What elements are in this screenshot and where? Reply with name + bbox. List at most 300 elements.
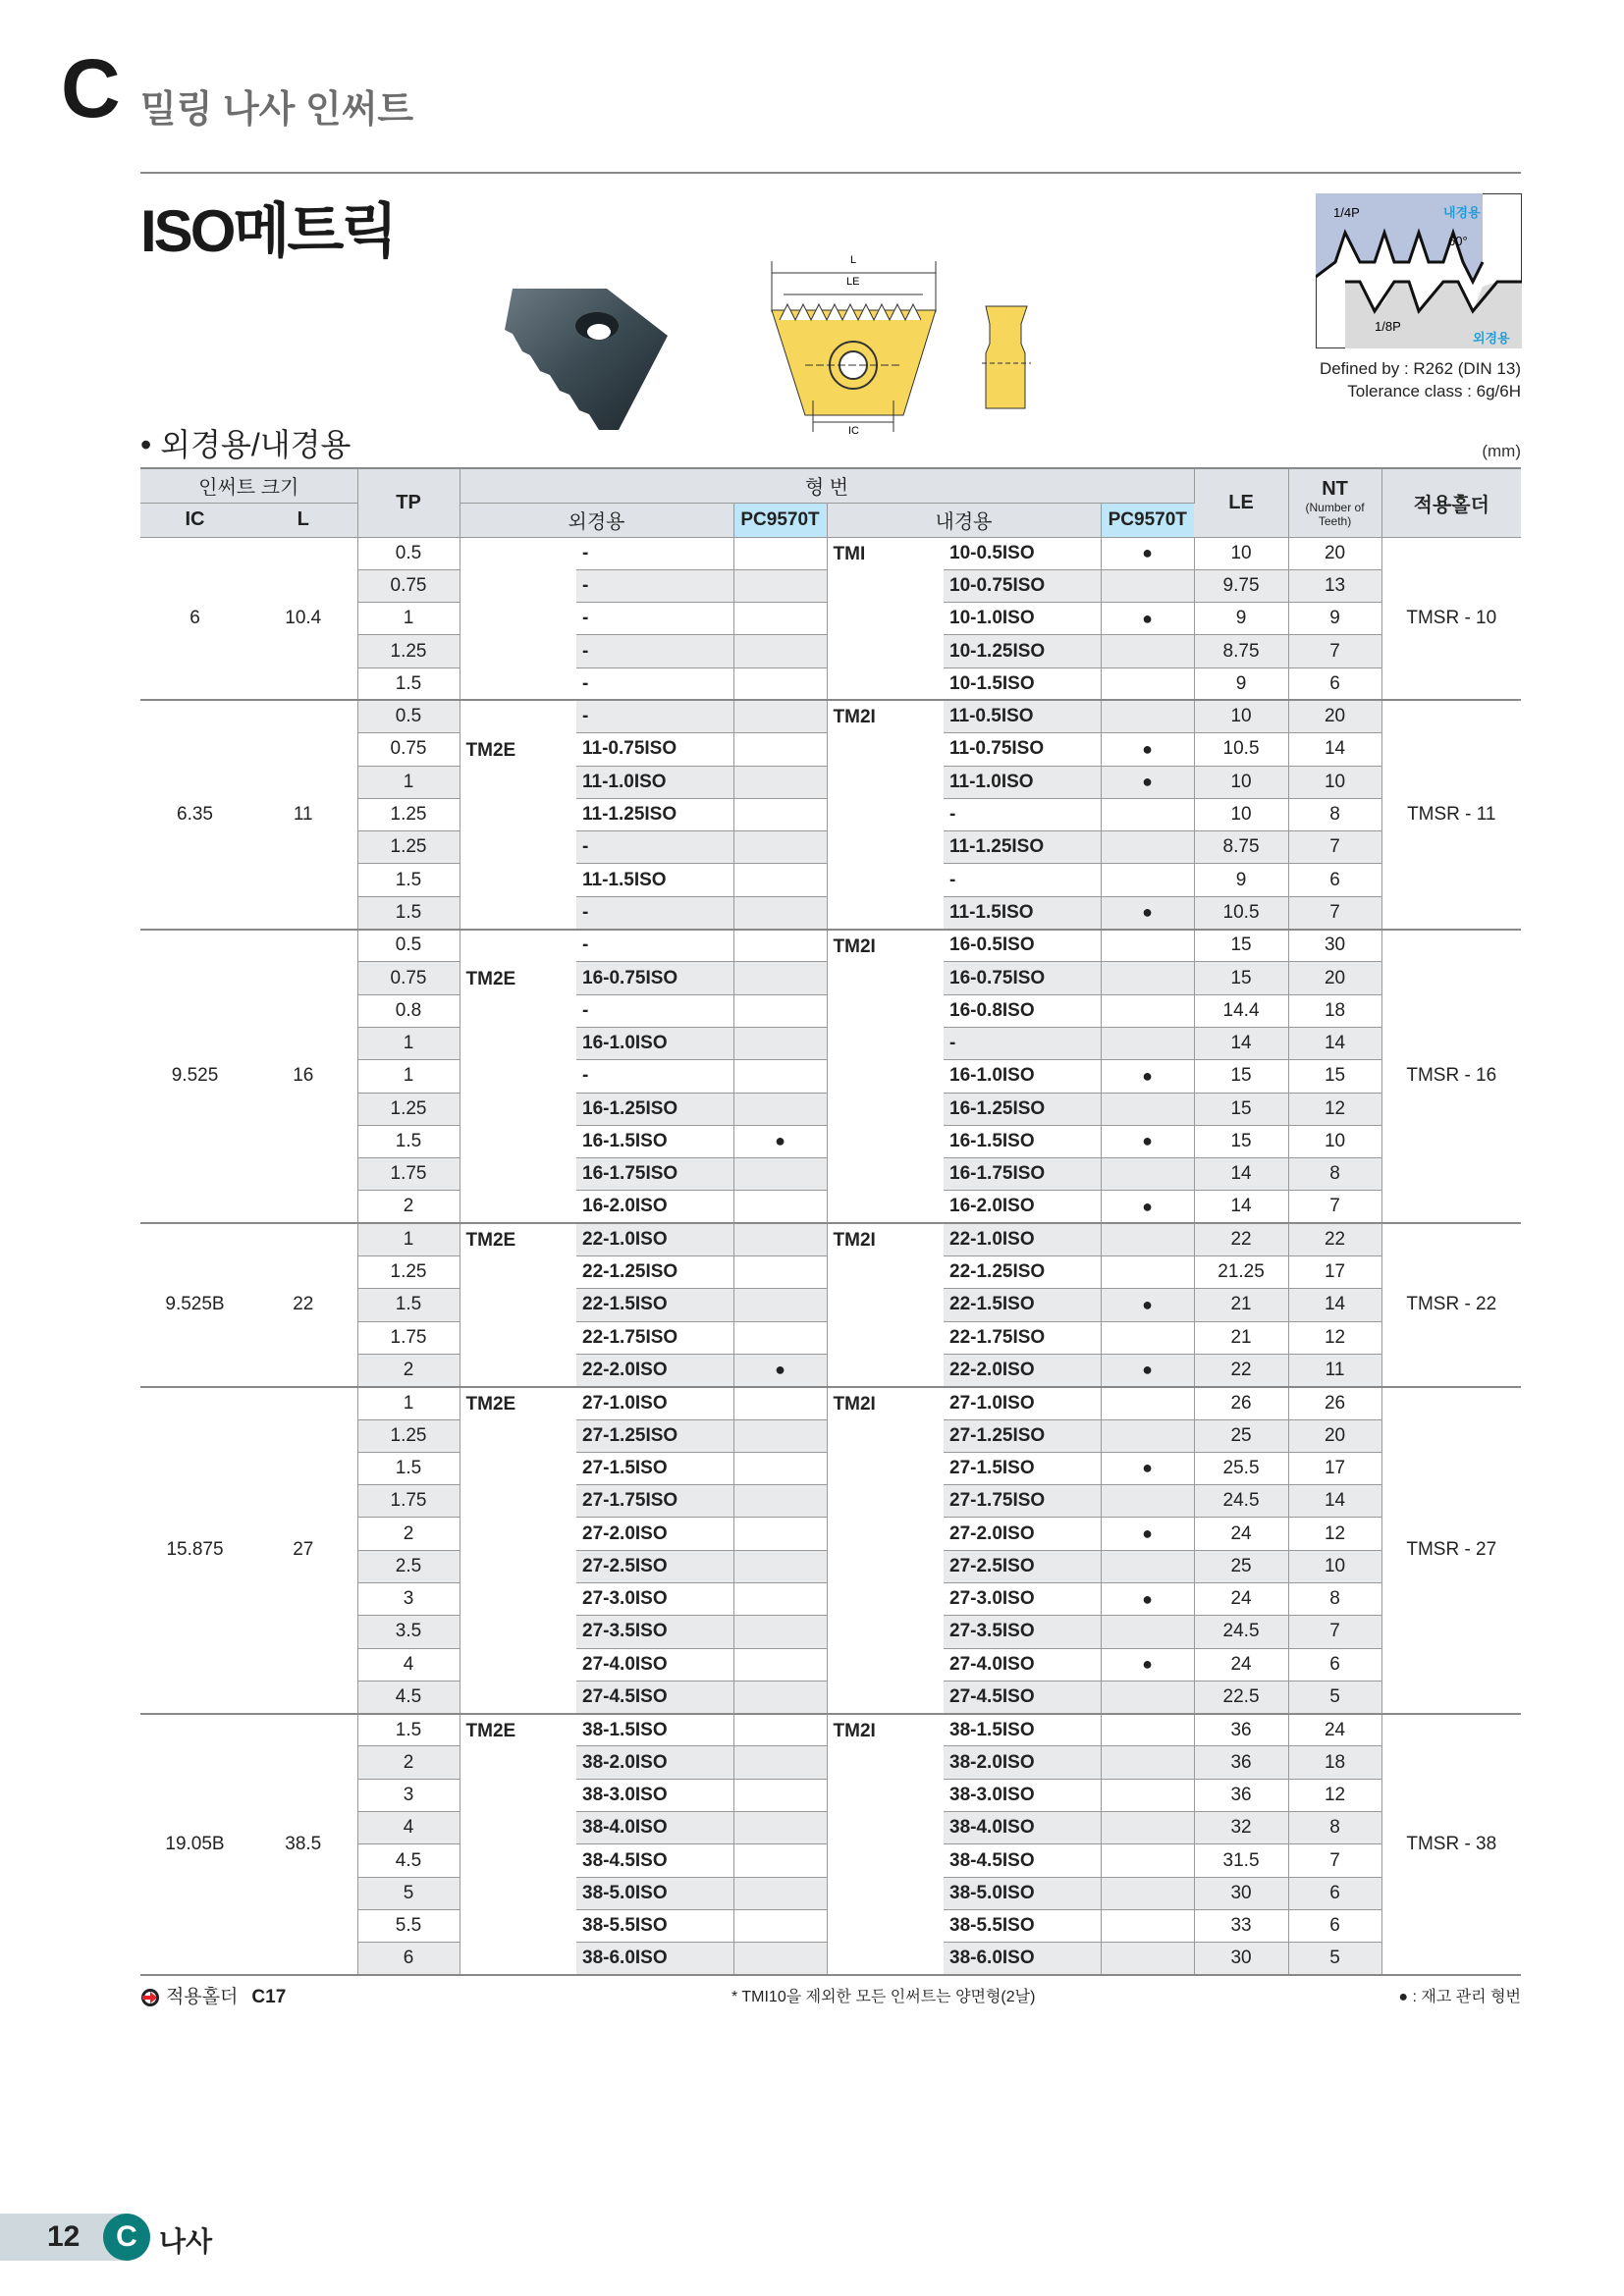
internal-part-no: 27-1.0ISO bbox=[944, 1387, 1101, 1419]
tp-value: 1.5 bbox=[357, 667, 460, 700]
internal-part-no: 11-1.0ISO bbox=[944, 766, 1101, 798]
internal-stock: ● bbox=[1101, 603, 1194, 635]
internal-part-no: 27-2.5ISO bbox=[944, 1550, 1101, 1582]
tp-value: 1 bbox=[357, 1387, 460, 1419]
holder-model: TMSR - 27 bbox=[1381, 1387, 1521, 1714]
internal-series: TM2I bbox=[827, 1387, 944, 1714]
external-part-no: 11-0.75ISO bbox=[576, 733, 733, 766]
external-stock bbox=[733, 700, 827, 732]
nt-value: 6 bbox=[1288, 1648, 1381, 1681]
nt-value: 12 bbox=[1288, 1779, 1381, 1811]
tp-value: 4.5 bbox=[357, 1844, 460, 1877]
external-stock bbox=[733, 1191, 827, 1223]
tp-value: 1.5 bbox=[357, 1125, 460, 1157]
nt-value: 18 bbox=[1288, 1746, 1381, 1779]
internal-part-no: 16-0.75ISO bbox=[944, 962, 1101, 994]
header-l: L bbox=[249, 503, 357, 537]
nt-value: 6 bbox=[1288, 667, 1381, 700]
nt-value: 24 bbox=[1288, 1714, 1381, 1746]
internal-stock bbox=[1101, 667, 1194, 700]
internal-stock: ● bbox=[1101, 733, 1194, 766]
le-value: 22 bbox=[1194, 1354, 1288, 1386]
external-part-no: 27-2.5ISO bbox=[576, 1550, 733, 1582]
internal-series: TMI bbox=[827, 537, 944, 700]
tp-value: 0.75 bbox=[357, 733, 460, 766]
le-value: 15 bbox=[1194, 930, 1288, 962]
nt-value: 6 bbox=[1288, 1877, 1381, 1909]
internal-part-no: 27-4.0ISO bbox=[944, 1648, 1101, 1681]
external-stock bbox=[733, 1060, 827, 1093]
external-part-no: 38-4.0ISO bbox=[576, 1812, 733, 1844]
external-part-no: - bbox=[576, 994, 733, 1027]
nt-value: 6 bbox=[1288, 1909, 1381, 1942]
table-row bbox=[140, 1714, 1521, 1746]
external-part-no: 22-1.5ISO bbox=[576, 1289, 733, 1321]
internal-stock: ● bbox=[1101, 1354, 1194, 1386]
page-number: 12 bbox=[47, 2220, 81, 2253]
le-value: 24 bbox=[1194, 1518, 1288, 1550]
insert-ic: 19.05B bbox=[140, 1714, 249, 1975]
table-row bbox=[140, 930, 1521, 962]
defined-by: Defined by : R262 (DIN 13) bbox=[1319, 359, 1521, 378]
holder-model: TMSR - 38 bbox=[1381, 1714, 1521, 1975]
eighth-pitch-label: 1/8P bbox=[1375, 319, 1401, 334]
internal-part-no: 10-1.25ISO bbox=[944, 635, 1101, 667]
external-stock bbox=[733, 962, 827, 994]
nt-value: 14 bbox=[1288, 1485, 1381, 1518]
internal-part-no: 16-0.8ISO bbox=[944, 994, 1101, 1027]
internal-stock bbox=[1101, 864, 1194, 896]
le-value: 33 bbox=[1194, 1909, 1288, 1942]
insert-ic: 9.525B bbox=[140, 1223, 249, 1386]
internal-stock bbox=[1101, 1093, 1194, 1125]
external-part-no: 11-1.0ISO bbox=[576, 766, 733, 798]
le-value: 8.75 bbox=[1194, 635, 1288, 667]
internal-part-no: 27-4.5ISO bbox=[944, 1681, 1101, 1713]
tp-value: 0.75 bbox=[357, 569, 460, 602]
section-name: 나사 bbox=[159, 2226, 213, 2257]
nt-value: 20 bbox=[1288, 700, 1381, 732]
header-ic: IC bbox=[140, 503, 249, 537]
external-stock bbox=[733, 1485, 827, 1518]
nt-value: 12 bbox=[1288, 1321, 1381, 1354]
external-part-no: - bbox=[576, 930, 733, 962]
external-stock bbox=[733, 569, 827, 602]
internal-stock: ● bbox=[1101, 766, 1194, 798]
holder-reference-page: C17 bbox=[251, 1987, 287, 2007]
external-part-no: 22-2.0ISO bbox=[576, 1354, 733, 1386]
le-value: 24 bbox=[1194, 1648, 1288, 1681]
external-part-no: 27-2.0ISO bbox=[576, 1518, 733, 1550]
insert-ic: 15.875 bbox=[140, 1387, 249, 1714]
le-value: 24.5 bbox=[1194, 1616, 1288, 1648]
external-part-no: - bbox=[576, 831, 733, 864]
tp-value: 0.5 bbox=[357, 930, 460, 962]
insert-l: 22 bbox=[249, 1223, 357, 1386]
nt-value: 7 bbox=[1288, 1616, 1381, 1648]
external-part-no: 16-1.75ISO bbox=[576, 1158, 733, 1191]
external-part-no: 38-3.0ISO bbox=[576, 1779, 733, 1811]
le-value: 21.25 bbox=[1194, 1256, 1288, 1289]
tp-value: 6 bbox=[357, 1943, 460, 1975]
external-series: TM2E bbox=[460, 930, 576, 1224]
external-part-no: 38-2.0ISO bbox=[576, 1746, 733, 1779]
external-stock bbox=[733, 1256, 827, 1289]
tp-value: 1.25 bbox=[357, 1419, 460, 1452]
tp-value: 1.25 bbox=[357, 798, 460, 830]
tp-value: 1 bbox=[357, 1223, 460, 1255]
tp-value: 0.5 bbox=[357, 537, 460, 569]
nt-value: 9 bbox=[1288, 603, 1381, 635]
header-insert-size: 인써트 크기 bbox=[140, 468, 357, 503]
internal-stock bbox=[1101, 1550, 1194, 1582]
external-stock bbox=[733, 1452, 827, 1484]
le-value: 14.4 bbox=[1194, 994, 1288, 1027]
internal-stock: ● bbox=[1101, 1518, 1194, 1550]
tp-value: 1 bbox=[357, 766, 460, 798]
holder-reference[interactable] bbox=[140, 1986, 286, 2009]
nt-value: 14 bbox=[1288, 1027, 1381, 1059]
internal-part-no: 27-3.0ISO bbox=[944, 1583, 1101, 1616]
tp-value: 3 bbox=[357, 1583, 460, 1616]
tp-value: 2 bbox=[357, 1354, 460, 1386]
le-value: 21 bbox=[1194, 1321, 1288, 1354]
insert-side-view bbox=[982, 304, 1031, 410]
le-value: 10 bbox=[1194, 766, 1288, 798]
internal-series: TM2I bbox=[827, 700, 944, 929]
table-row bbox=[140, 1223, 1521, 1255]
internal-stock bbox=[1101, 831, 1194, 864]
external-part-no: 38-4.5ISO bbox=[576, 1844, 733, 1877]
section-badge: C bbox=[103, 2214, 150, 2261]
insert-spec-table bbox=[140, 467, 1521, 1976]
internal-stock bbox=[1101, 635, 1194, 667]
nt-value: 8 bbox=[1288, 1812, 1381, 1844]
internal-stock bbox=[1101, 1223, 1194, 1255]
internal-stock bbox=[1101, 994, 1194, 1027]
standard-info bbox=[1320, 357, 1521, 402]
nt-value: 14 bbox=[1288, 1289, 1381, 1321]
external-stock bbox=[733, 1909, 827, 1942]
internal-part-no: 38-6.0ISO bbox=[944, 1943, 1101, 1975]
tp-value: 1.5 bbox=[357, 1452, 460, 1484]
external-stock bbox=[733, 1387, 827, 1419]
internal-part-no: 27-1.5ISO bbox=[944, 1452, 1101, 1484]
le-value: 24 bbox=[1194, 1583, 1288, 1616]
internal-stock bbox=[1101, 700, 1194, 732]
arrow-circle-icon bbox=[140, 1988, 160, 2007]
le-value: 36 bbox=[1194, 1714, 1288, 1746]
tp-value: 1 bbox=[357, 603, 460, 635]
header-divider bbox=[140, 172, 1521, 174]
external-stock bbox=[733, 994, 827, 1027]
insert-ic: 6 bbox=[140, 537, 249, 700]
unit-label: (mm) bbox=[1482, 442, 1521, 460]
internal-part-no: - bbox=[944, 1027, 1101, 1059]
internal-stock bbox=[1101, 569, 1194, 602]
external-stock bbox=[733, 1779, 827, 1811]
tp-value: 3.5 bbox=[357, 1616, 460, 1648]
internal-stock bbox=[1101, 798, 1194, 830]
internal-stock: ● bbox=[1101, 896, 1194, 929]
external-part-no: 16-1.0ISO bbox=[576, 1027, 733, 1059]
external-stock bbox=[733, 930, 827, 962]
tp-value: 2 bbox=[357, 1191, 460, 1223]
header-external: 외경용 bbox=[460, 503, 733, 537]
external-stock bbox=[733, 1616, 827, 1648]
nt-value: 10 bbox=[1288, 1550, 1381, 1582]
internal-part-no: 27-1.75ISO bbox=[944, 1485, 1101, 1518]
section-label: • 외경용/내경용 bbox=[140, 427, 352, 462]
header-part-no: 형 번 bbox=[460, 468, 1194, 503]
dim-ic-label: IC bbox=[848, 425, 859, 435]
internal-part-no: 38-3.0ISO bbox=[944, 1779, 1101, 1811]
internal-part-no: 22-1.0ISO bbox=[944, 1223, 1101, 1255]
le-value: 14 bbox=[1194, 1158, 1288, 1191]
internal-part-no: - bbox=[944, 864, 1101, 896]
insert-ic: 9.525 bbox=[140, 930, 249, 1224]
external-part-no: 16-1.5ISO bbox=[576, 1125, 733, 1157]
nt-value: 10 bbox=[1288, 766, 1381, 798]
external-label: 외경용 bbox=[1473, 331, 1510, 346]
external-part-no: 27-3.5ISO bbox=[576, 1616, 733, 1648]
internal-stock bbox=[1101, 1746, 1194, 1779]
holder-model: TMSR - 11 bbox=[1381, 700, 1521, 929]
nt-value: 22 bbox=[1288, 1223, 1381, 1255]
tp-value: 0.8 bbox=[357, 994, 460, 1027]
external-part-no: - bbox=[576, 896, 733, 929]
tp-value: 2.5 bbox=[357, 1550, 460, 1582]
le-value: 9 bbox=[1194, 864, 1288, 896]
header-grade-internal: PC9570T bbox=[1101, 503, 1194, 537]
tp-value: 0.5 bbox=[357, 700, 460, 732]
le-value: 31.5 bbox=[1194, 1844, 1288, 1877]
le-value: 10 bbox=[1194, 798, 1288, 830]
internal-part-no: 10-1.5ISO bbox=[944, 667, 1101, 700]
internal-stock bbox=[1101, 1485, 1194, 1518]
internal-part-no: 27-3.5ISO bbox=[944, 1616, 1101, 1648]
external-stock bbox=[733, 1877, 827, 1909]
holder-model: TMSR - 10 bbox=[1381, 537, 1521, 700]
nt-value: 26 bbox=[1288, 1387, 1381, 1419]
internal-stock bbox=[1101, 1844, 1194, 1877]
external-stock bbox=[733, 1943, 827, 1975]
internal-stock bbox=[1101, 1877, 1194, 1909]
le-value: 15 bbox=[1194, 1060, 1288, 1093]
header-nt-label: NT bbox=[1322, 477, 1348, 500]
external-stock: ● bbox=[733, 1125, 827, 1157]
internal-stock: ● bbox=[1101, 1452, 1194, 1484]
nt-value: 12 bbox=[1288, 1518, 1381, 1550]
external-stock bbox=[733, 831, 827, 864]
external-part-no: 16-0.75ISO bbox=[576, 962, 733, 994]
nt-value: 20 bbox=[1288, 1419, 1381, 1452]
insert-l: 38.5 bbox=[249, 1714, 357, 1975]
le-value: 32 bbox=[1194, 1812, 1288, 1844]
tp-value: 4 bbox=[357, 1648, 460, 1681]
le-value: 9 bbox=[1194, 603, 1288, 635]
internal-stock bbox=[1101, 1387, 1194, 1419]
internal-stock bbox=[1101, 962, 1194, 994]
nt-value: 14 bbox=[1288, 733, 1381, 766]
external-part-no: 38-6.0ISO bbox=[576, 1943, 733, 1975]
external-part-no: - bbox=[576, 603, 733, 635]
external-stock bbox=[733, 1289, 827, 1321]
external-part-no: - bbox=[576, 635, 733, 667]
internal-part-no: 38-5.0ISO bbox=[944, 1877, 1101, 1909]
internal-stock bbox=[1101, 1943, 1194, 1975]
tp-value: 0.75 bbox=[357, 962, 460, 994]
internal-part-no: 16-1.0ISO bbox=[944, 1060, 1101, 1093]
external-part-no: 11-1.5ISO bbox=[576, 864, 733, 896]
external-part-no: 38-5.5ISO bbox=[576, 1909, 733, 1942]
external-stock bbox=[733, 1714, 827, 1746]
internal-series: TM2I bbox=[827, 1714, 944, 1975]
internal-part-no: 10-1.0ISO bbox=[944, 603, 1101, 635]
internal-part-no: 38-5.5ISO bbox=[944, 1909, 1101, 1942]
external-part-no: 22-1.25ISO bbox=[576, 1256, 733, 1289]
thread-profile-diagram bbox=[1316, 193, 1522, 348]
internal-stock: ● bbox=[1101, 1060, 1194, 1093]
holder-model: TMSR - 22 bbox=[1381, 1223, 1521, 1386]
internal-stock: ● bbox=[1101, 1648, 1194, 1681]
external-part-no: 16-1.25ISO bbox=[576, 1093, 733, 1125]
external-stock bbox=[733, 1321, 827, 1354]
internal-part-no: 16-1.5ISO bbox=[944, 1125, 1101, 1157]
internal-stock: ● bbox=[1101, 1125, 1194, 1157]
table-row bbox=[140, 1387, 1521, 1419]
tp-value: 1.25 bbox=[357, 831, 460, 864]
external-stock bbox=[733, 1223, 827, 1255]
external-stock bbox=[733, 537, 827, 569]
tp-value: 1.25 bbox=[357, 1256, 460, 1289]
external-part-no: 38-5.0ISO bbox=[576, 1877, 733, 1909]
external-part-no: 27-4.5ISO bbox=[576, 1681, 733, 1713]
internal-part-no: 27-1.25ISO bbox=[944, 1419, 1101, 1452]
header-tp: TP bbox=[357, 468, 460, 537]
internal-part-no: 38-4.0ISO bbox=[944, 1812, 1101, 1844]
external-stock bbox=[733, 1550, 827, 1582]
le-value: 14 bbox=[1194, 1191, 1288, 1223]
external-part-no: 27-1.0ISO bbox=[576, 1387, 733, 1419]
external-part-no: 27-1.75ISO bbox=[576, 1485, 733, 1518]
internal-part-no: 16-0.5ISO bbox=[944, 930, 1101, 962]
le-value: 8.75 bbox=[1194, 831, 1288, 864]
external-part-no: 27-1.5ISO bbox=[576, 1452, 733, 1484]
external-stock: ● bbox=[733, 1354, 827, 1386]
le-value: 10.5 bbox=[1194, 896, 1288, 929]
nt-value: 7 bbox=[1288, 1191, 1381, 1223]
external-stock bbox=[733, 1518, 827, 1550]
nt-value: 7 bbox=[1288, 635, 1381, 667]
internal-stock bbox=[1101, 1714, 1194, 1746]
internal-label: 내경용 bbox=[1443, 205, 1481, 220]
external-stock bbox=[733, 766, 827, 798]
tp-value: 1 bbox=[357, 1060, 460, 1093]
external-part-no: 27-4.0ISO bbox=[576, 1648, 733, 1681]
internal-series: TM2I bbox=[827, 1223, 944, 1386]
external-part-no: - bbox=[576, 667, 733, 700]
le-value: 9.75 bbox=[1194, 569, 1288, 602]
le-value: 21 bbox=[1194, 1289, 1288, 1321]
le-value: 10.5 bbox=[1194, 733, 1288, 766]
nt-value: 5 bbox=[1288, 1681, 1381, 1713]
le-value: 36 bbox=[1194, 1746, 1288, 1779]
header-holder: 적용홀더 bbox=[1381, 468, 1521, 537]
nt-value: 7 bbox=[1288, 896, 1381, 929]
le-value: 30 bbox=[1194, 1943, 1288, 1975]
internal-part-no: 27-2.0ISO bbox=[944, 1518, 1101, 1550]
le-value: 30 bbox=[1194, 1877, 1288, 1909]
nt-value: 17 bbox=[1288, 1256, 1381, 1289]
internal-part-no: 10-0.5ISO bbox=[944, 537, 1101, 569]
external-part-no: 22-1.75ISO bbox=[576, 1321, 733, 1354]
internal-part-no: 11-1.25ISO bbox=[944, 831, 1101, 864]
nt-value: 7 bbox=[1288, 831, 1381, 864]
external-stock bbox=[733, 798, 827, 830]
le-value: 10 bbox=[1194, 700, 1288, 732]
nt-value: 12 bbox=[1288, 1093, 1381, 1125]
internal-part-no: 16-1.25ISO bbox=[944, 1093, 1101, 1125]
tp-value: 3 bbox=[357, 1779, 460, 1811]
holder-reference-label: 적용홀더 bbox=[166, 1987, 239, 2007]
nt-value: 15 bbox=[1288, 1060, 1381, 1093]
header-nt-sub: (Number of Teeth) bbox=[1305, 500, 1365, 528]
angle-label: 60° bbox=[1448, 234, 1468, 248]
stock-legend: ● : 재고 관리 형번 bbox=[1398, 1989, 1521, 2005]
internal-stock: ● bbox=[1101, 537, 1194, 569]
tp-value: 1.25 bbox=[357, 1093, 460, 1125]
insert-l: 11 bbox=[249, 700, 357, 929]
internal-stock bbox=[1101, 1256, 1194, 1289]
internal-part-no: 11-1.5ISO bbox=[944, 896, 1101, 929]
external-stock bbox=[733, 603, 827, 635]
table-row bbox=[140, 700, 1521, 732]
internal-part-no: - bbox=[944, 798, 1101, 830]
external-part-no: - bbox=[576, 1060, 733, 1093]
le-value: 10 bbox=[1194, 537, 1288, 569]
tp-value: 1.5 bbox=[357, 864, 460, 896]
internal-stock: ● bbox=[1101, 1289, 1194, 1321]
le-value: 26 bbox=[1194, 1387, 1288, 1419]
internal-part-no: 38-4.5ISO bbox=[944, 1844, 1101, 1877]
external-stock bbox=[733, 1648, 827, 1681]
tp-value: 4.5 bbox=[357, 1681, 460, 1713]
internal-part-no: 11-0.75ISO bbox=[944, 733, 1101, 766]
le-value: 9 bbox=[1194, 667, 1288, 700]
le-value: 22 bbox=[1194, 1223, 1288, 1255]
internal-part-no: 22-1.5ISO bbox=[944, 1289, 1101, 1321]
tp-value: 1.5 bbox=[357, 1714, 460, 1746]
le-value: 25.5 bbox=[1194, 1452, 1288, 1484]
le-value: 14 bbox=[1194, 1027, 1288, 1059]
tp-value: 1 bbox=[357, 1027, 460, 1059]
insert-dimension-drawing bbox=[766, 253, 943, 435]
tp-value: 2 bbox=[357, 1518, 460, 1550]
internal-stock bbox=[1101, 1419, 1194, 1452]
internal-part-no: 38-2.0ISO bbox=[944, 1746, 1101, 1779]
external-stock bbox=[733, 864, 827, 896]
tp-value: 1.75 bbox=[357, 1158, 460, 1191]
internal-stock bbox=[1101, 930, 1194, 962]
le-value: 15 bbox=[1194, 1093, 1288, 1125]
external-part-no: - bbox=[576, 700, 733, 732]
external-part-no: - bbox=[576, 537, 733, 569]
internal-stock bbox=[1101, 1779, 1194, 1811]
tp-value: 1.25 bbox=[357, 635, 460, 667]
nt-value: 30 bbox=[1288, 930, 1381, 962]
internal-stock bbox=[1101, 1321, 1194, 1354]
